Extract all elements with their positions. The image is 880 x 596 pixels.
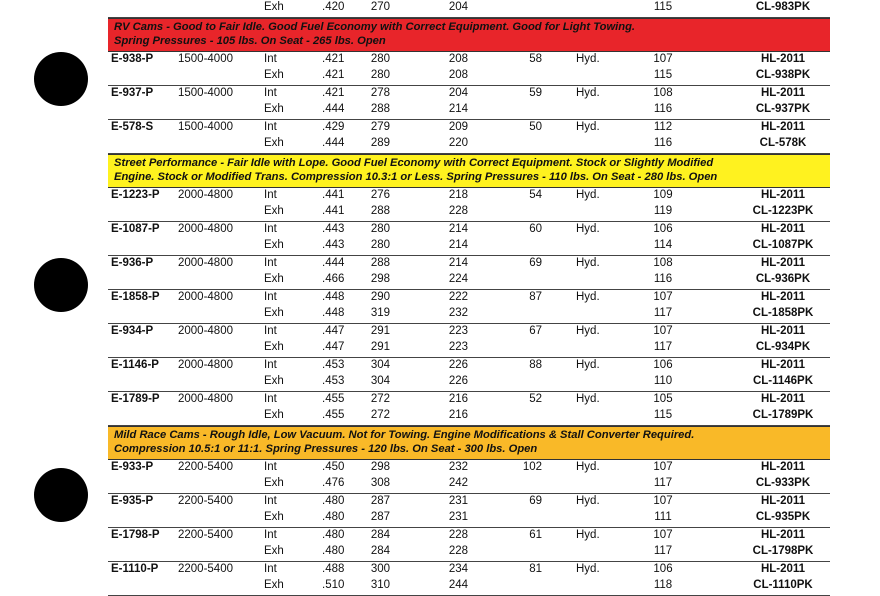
banner-line1: Mild Race Cams - Rough Idle, Low Vacuum. Not for Towing. Engine Modifications & Stall Converter Required.	[114, 428, 695, 441]
spring-part-number: CL-1223PK	[752, 205, 814, 217]
cam-row-group	[108, 562, 830, 596]
rpm-range: 2200-5400	[178, 528, 233, 541]
lobe-separation: 58	[529, 52, 542, 65]
duration-050-value: 231	[448, 494, 468, 507]
duration-value: 280	[370, 222, 390, 235]
duration-value: 291	[370, 341, 390, 353]
valve-side: Exh	[264, 137, 284, 149]
duration-050-value: 223	[448, 324, 468, 337]
valve-side: Exh	[264, 69, 284, 81]
lobe-separation: 88	[529, 358, 542, 371]
intake-row	[108, 528, 830, 545]
spring-part-number: CL-578K	[759, 137, 807, 149]
centerline-value: 116	[653, 273, 673, 285]
spring-part-number: CL-1146PK	[752, 375, 814, 387]
duration-value: 280	[370, 239, 390, 251]
part-number: E-935-P	[111, 494, 154, 507]
lifter-type: Hyd.	[576, 222, 600, 235]
lift-value: .441	[322, 188, 345, 201]
part-number: E-936-P	[111, 256, 154, 269]
duration-value: 304	[370, 375, 390, 387]
valve-side: Exh	[264, 205, 284, 217]
lift-value: .480	[322, 494, 345, 507]
lobe-separation: 67	[529, 324, 542, 337]
centerline-value: 108	[653, 256, 673, 269]
rpm-range: 2000-4800	[178, 358, 233, 371]
duration-value: 298	[370, 273, 390, 285]
part-number: E-1798-P	[111, 528, 160, 541]
part-number: E-938-P	[111, 52, 154, 65]
duration-050-value: 204	[448, 86, 468, 99]
centerline-value: 117	[653, 477, 673, 489]
valve-side: Int	[264, 86, 277, 99]
duration-050-value: 216	[448, 392, 468, 405]
centerline-value: 107	[653, 290, 673, 303]
lift-value: .480	[322, 545, 345, 557]
spring-part-number: CL-1110PK	[753, 579, 813, 591]
duration-050-value: 226	[448, 358, 468, 371]
duration-050-value: 228	[448, 545, 468, 557]
cam-row-group	[108, 86, 830, 120]
rpm-range: 2000-4800	[178, 222, 233, 235]
top-carryover-row	[108, 0, 830, 18]
lifter-type: Hyd.	[576, 256, 600, 269]
lift-value: .510	[322, 579, 345, 591]
duration-050-value: 214	[448, 103, 468, 115]
lift-value: .447	[322, 341, 345, 353]
lobe-separation: 60	[529, 222, 542, 235]
duration-value: 310	[370, 579, 390, 591]
lobe-separation: 50	[529, 120, 542, 133]
lift-value: .421	[322, 86, 345, 99]
cam-spec-table	[108, 0, 830, 596]
valve-side: Int	[264, 358, 277, 371]
centerline-value: 115	[653, 69, 673, 81]
valve-side: Exh	[264, 409, 284, 421]
centerline-value: 105	[653, 392, 673, 405]
duration-050-value: 228	[448, 205, 468, 217]
duration-050-value: 208	[448, 69, 468, 81]
centerline-value: 107	[653, 52, 673, 65]
spring-part-number: CL-933PK	[755, 477, 811, 489]
valve-side: Int	[264, 120, 277, 133]
lift-value: .466	[322, 273, 345, 285]
rpm-range: 1500-4000	[178, 52, 233, 65]
binder-hole-bottom	[34, 468, 88, 522]
valve-side: Int	[264, 52, 277, 65]
duration-050-value: 208	[448, 52, 468, 65]
rpm-range: 2200-5400	[178, 494, 233, 507]
spring-part-number: HL-2011	[760, 120, 806, 133]
exhaust-row	[108, 238, 830, 255]
part-number: E-1110-P	[111, 562, 159, 575]
cam-row-group	[108, 494, 830, 528]
spring-part-number: HL-2011	[760, 188, 806, 201]
intake-row	[108, 290, 830, 307]
duration-value: 291	[370, 324, 390, 337]
valve-side: Exh	[264, 239, 284, 251]
binder-hole-top	[34, 52, 88, 106]
banner-line2: Spring Pressures - 105 lbs. On Seat - 265 lbs. Open	[114, 35, 386, 47]
cam-row-group	[108, 324, 830, 358]
spring-part-number: HL-2011	[760, 324, 806, 337]
valve-side: Exh	[264, 1, 284, 13]
duration-value: 288	[370, 256, 390, 269]
exhaust-row	[108, 136, 830, 153]
part-number: E-1789-P	[111, 392, 160, 405]
intake-row	[108, 52, 830, 69]
intake-row	[108, 358, 830, 375]
binder-hole-middle	[34, 258, 88, 312]
lobe-separation: 81	[529, 562, 542, 575]
duration-050-value: 218	[448, 188, 468, 201]
lifter-type: Hyd.	[576, 290, 600, 303]
duration-050-value: 242	[448, 477, 468, 489]
centerline-value: 119	[653, 205, 673, 217]
cam-row-group	[108, 290, 830, 324]
intake-row	[108, 222, 830, 239]
duration-050-value: 216	[448, 409, 468, 421]
lift-value: .444	[322, 103, 345, 115]
exhaust-row	[108, 578, 830, 595]
lift-value: .443	[322, 222, 345, 235]
duration-value: 270	[370, 1, 390, 13]
lifter-type: Hyd.	[576, 86, 600, 99]
exhaust-row	[108, 204, 830, 221]
lift-value: .444	[322, 137, 345, 149]
centerline-value: 115	[653, 1, 673, 13]
lifter-type: Hyd.	[576, 324, 600, 337]
spring-part-number: HL-2011	[760, 52, 806, 65]
spring-part-number: CL-935PK	[755, 511, 811, 523]
lift-value: .447	[322, 324, 345, 337]
exhaust-row	[108, 544, 830, 561]
duration-050-value: 209	[448, 120, 468, 133]
spring-part-number: CL-1087PK	[752, 239, 814, 251]
valve-side: Exh	[264, 103, 284, 115]
rpm-range: 2000-4800	[178, 256, 233, 269]
spring-part-number: CL-937PK	[755, 103, 811, 115]
centerline-value: 114	[653, 239, 673, 251]
lift-value: .420	[322, 1, 345, 13]
cam-sections	[108, 18, 830, 596]
spring-part-number: HL-2011	[760, 222, 806, 235]
valve-side: Exh	[264, 511, 284, 523]
rpm-range: 2000-4800	[178, 324, 233, 337]
spring-part-number: HL-2011	[760, 494, 806, 507]
lift-value: .455	[322, 392, 345, 405]
valve-side: Int	[264, 494, 277, 507]
intake-row	[108, 392, 830, 409]
exhaust-row	[108, 374, 830, 391]
cam-section	[108, 426, 830, 596]
spring-part-number: HL-2011	[760, 290, 806, 303]
duration-value: 287	[370, 494, 390, 507]
duration-050-value: 226	[448, 375, 468, 387]
spring-part-number: HL-2011	[760, 358, 806, 371]
intake-row	[108, 120, 830, 137]
spring-part-number: HL-2011	[760, 528, 806, 541]
lobe-separation: 69	[529, 494, 542, 507]
exhaust-row	[108, 68, 830, 85]
part-number: E-934-P	[111, 324, 154, 337]
duration-value: 280	[370, 69, 390, 81]
exhaust-row	[108, 476, 830, 493]
intake-row	[108, 188, 830, 205]
valve-side: Exh	[264, 579, 284, 591]
lifter-type: Hyd.	[576, 562, 600, 575]
exhaust-row	[108, 102, 830, 119]
rpm-range: 2200-5400	[178, 562, 233, 575]
spring-part-number: CL-936PK	[755, 273, 811, 285]
valve-side: Int	[264, 256, 277, 269]
valve-side: Int	[264, 460, 277, 473]
lift-value: .480	[322, 511, 345, 523]
exhaust-row	[108, 510, 830, 527]
spring-part-number: CL-1798PK	[752, 545, 814, 557]
centerline-value: 106	[653, 358, 673, 371]
valve-side: Int	[264, 290, 277, 303]
lift-value: .450	[322, 460, 345, 473]
duration-value: 300	[370, 562, 390, 575]
valve-side: Int	[264, 562, 277, 575]
centerline-value: 107	[653, 528, 673, 541]
rpm-range: 1500-4000	[178, 120, 233, 133]
part-number: E-1223-P	[111, 188, 160, 201]
cam-row-group	[108, 120, 830, 154]
duration-050-value: 234	[448, 562, 468, 575]
cam-row-group	[108, 358, 830, 392]
duration-050-value: 204	[448, 1, 468, 13]
valve-side: Int	[264, 188, 277, 201]
duration-050-value: 220	[448, 137, 468, 149]
spring-part-number: CL-1789PK	[752, 409, 814, 421]
lift-value: .480	[322, 528, 345, 541]
rpm-range: 1500-4000	[178, 86, 233, 99]
valve-side: Exh	[264, 545, 284, 557]
intake-row	[108, 494, 830, 511]
centerline-value: 116	[653, 103, 673, 115]
valve-side: Int	[264, 392, 277, 405]
lobe-separation: 52	[529, 392, 542, 405]
valve-side: Exh	[264, 307, 284, 319]
cam-row-group	[108, 256, 830, 290]
spring-part-number: HL-2011	[760, 562, 806, 575]
cam-section	[108, 154, 830, 426]
intake-row	[108, 324, 830, 341]
lift-value: .453	[322, 375, 345, 387]
centerline-value: 107	[653, 460, 673, 473]
lifter-type: Hyd.	[576, 460, 600, 473]
lift-value: .448	[322, 307, 345, 319]
exhaust-row	[108, 306, 830, 323]
centerline-value: 109	[653, 188, 673, 201]
cam-row-group	[108, 392, 830, 426]
lifter-type: Hyd.	[576, 52, 600, 65]
duration-050-value: 228	[448, 528, 468, 541]
duration-value: 290	[370, 290, 390, 303]
lifter-type: Hyd.	[576, 528, 600, 541]
section-banner	[108, 18, 830, 52]
lift-value: .488	[322, 562, 345, 575]
valve-side: Exh	[264, 341, 284, 353]
lift-value: .453	[322, 358, 345, 371]
exhaust-row	[108, 272, 830, 289]
valve-side: Int	[264, 222, 277, 235]
cam-row-group	[108, 460, 830, 494]
duration-value: 278	[370, 86, 390, 99]
lift-value: .455	[322, 409, 345, 421]
centerline-value: 107	[653, 324, 673, 337]
cam-section	[108, 18, 830, 154]
banner-line1: RV Cams - Good to Fair Idle. Good Fuel Economy with Correct Equipment. Good for Light Towing.	[114, 20, 636, 33]
lobe-separation: 102	[522, 460, 542, 473]
duration-value: 298	[370, 460, 390, 473]
lobe-separation: 87	[529, 290, 542, 303]
lift-value: .421	[322, 52, 345, 65]
centerline-value: 106	[653, 222, 673, 235]
centerline-value: 112	[653, 120, 673, 133]
duration-value: 287	[370, 511, 390, 523]
lobe-separation: 69	[529, 256, 542, 269]
exhaust-row	[108, 340, 830, 357]
section-banner	[108, 154, 830, 188]
banner-line2: Engine. Stock or Modified Trans. Compression 10.3:1 or Less. Spring Pressures - 110 lbs. On Seat - 280 lbs. Open	[114, 171, 718, 183]
duration-050-value: 214	[448, 256, 468, 269]
spring-part-number: HL-2011	[760, 460, 806, 473]
duration-050-value: 223	[448, 341, 468, 353]
centerline-value: 107	[653, 494, 673, 507]
intake-row	[108, 460, 830, 477]
lift-value: .448	[322, 290, 345, 303]
duration-value: 284	[370, 528, 390, 541]
valve-side: Int	[264, 528, 277, 541]
intake-row	[108, 256, 830, 273]
valve-side: Exh	[264, 477, 284, 489]
centerline-value: 117	[653, 307, 673, 319]
rpm-range: 2000-4800	[178, 392, 233, 405]
lift-value: .429	[322, 120, 345, 133]
lift-value: .441	[322, 205, 345, 217]
part-number: E-578-S	[111, 120, 154, 133]
banner-line2: Compression 10.5:1 or 11:1. Spring Pressures - 120 lbs. On Seat - 300 lbs. Open	[114, 443, 538, 455]
spring-part-number: CL-938PK	[755, 69, 811, 81]
lifter-type: Hyd.	[576, 188, 600, 201]
rpm-range: 2200-5400	[178, 460, 233, 473]
lifter-type: Hyd.	[576, 358, 600, 371]
lift-value: .443	[322, 239, 345, 251]
banner-line1: Street Performance - Fair Idle with Lope. Good Fuel Economy with Correct Equipment. Stock or Slightly Modified	[114, 156, 714, 169]
duration-050-value: 231	[448, 511, 468, 523]
lifter-type: Hyd.	[576, 494, 600, 507]
centerline-value: 117	[653, 545, 673, 557]
part-number: E-1087-P	[111, 222, 160, 235]
duration-value: 272	[370, 392, 390, 405]
lobe-separation: 54	[529, 188, 542, 201]
duration-value: 308	[370, 477, 390, 489]
duration-050-value: 244	[448, 579, 468, 591]
spring-part-number: CL-983PK	[755, 1, 811, 13]
valve-side: Exh	[264, 273, 284, 285]
lift-value: .476	[322, 477, 345, 489]
lift-value: .444	[322, 256, 345, 269]
duration-value: 280	[370, 52, 390, 65]
valve-side: Exh	[264, 375, 284, 387]
centerline-value: 106	[653, 562, 673, 575]
centerline-value: 118	[653, 579, 673, 591]
valve-side: Int	[264, 324, 277, 337]
lifter-type: Hyd.	[576, 120, 600, 133]
duration-value: 284	[370, 545, 390, 557]
duration-050-value: 222	[448, 290, 468, 303]
centerline-value: 110	[653, 375, 673, 387]
centerline-value: 108	[653, 86, 673, 99]
duration-050-value: 224	[448, 273, 468, 285]
spring-part-number: CL-934PK	[755, 341, 811, 353]
duration-value: 276	[370, 188, 390, 201]
duration-value: 288	[370, 205, 390, 217]
part-number: E-933-P	[111, 460, 154, 473]
rpm-range: 2000-4800	[178, 188, 233, 201]
duration-value: 319	[370, 307, 390, 319]
duration-050-value: 214	[448, 222, 468, 235]
cam-row-group	[108, 528, 830, 562]
intake-row	[108, 86, 830, 103]
part-number: E-1858-P	[111, 290, 160, 303]
rpm-range: 2000-4800	[178, 290, 233, 303]
spring-part-number: HL-2011	[760, 256, 806, 269]
section-banner	[108, 426, 830, 460]
duration-value: 289	[370, 137, 390, 149]
lobe-separation: 61	[529, 528, 542, 541]
duration-050-value: 214	[448, 239, 468, 251]
spring-part-number: HL-2011	[760, 392, 806, 405]
duration-value: 288	[370, 103, 390, 115]
cam-row-group	[108, 222, 830, 256]
duration-050-value: 232	[448, 307, 468, 319]
lifter-type: Hyd.	[576, 392, 600, 405]
centerline-value: 116	[653, 137, 673, 149]
lift-value: .421	[322, 69, 345, 81]
exhaust-row	[108, 408, 830, 425]
lobe-separation: 59	[529, 86, 542, 99]
duration-value: 304	[370, 358, 390, 371]
cam-row-group	[108, 52, 830, 86]
part-number: E-937-P	[111, 86, 154, 99]
duration-value: 272	[370, 409, 390, 421]
centerline-value: 117	[653, 341, 673, 353]
duration-050-value: 232	[448, 460, 468, 473]
spring-part-number: CL-1858PK	[752, 307, 814, 319]
spring-part-number: HL-2011	[760, 86, 806, 99]
cam-row-group	[108, 188, 830, 222]
duration-value: 279	[370, 120, 390, 133]
centerline-value: 111	[654, 511, 672, 523]
part-number: E-1146-P	[111, 358, 159, 371]
centerline-value: 115	[653, 409, 673, 421]
